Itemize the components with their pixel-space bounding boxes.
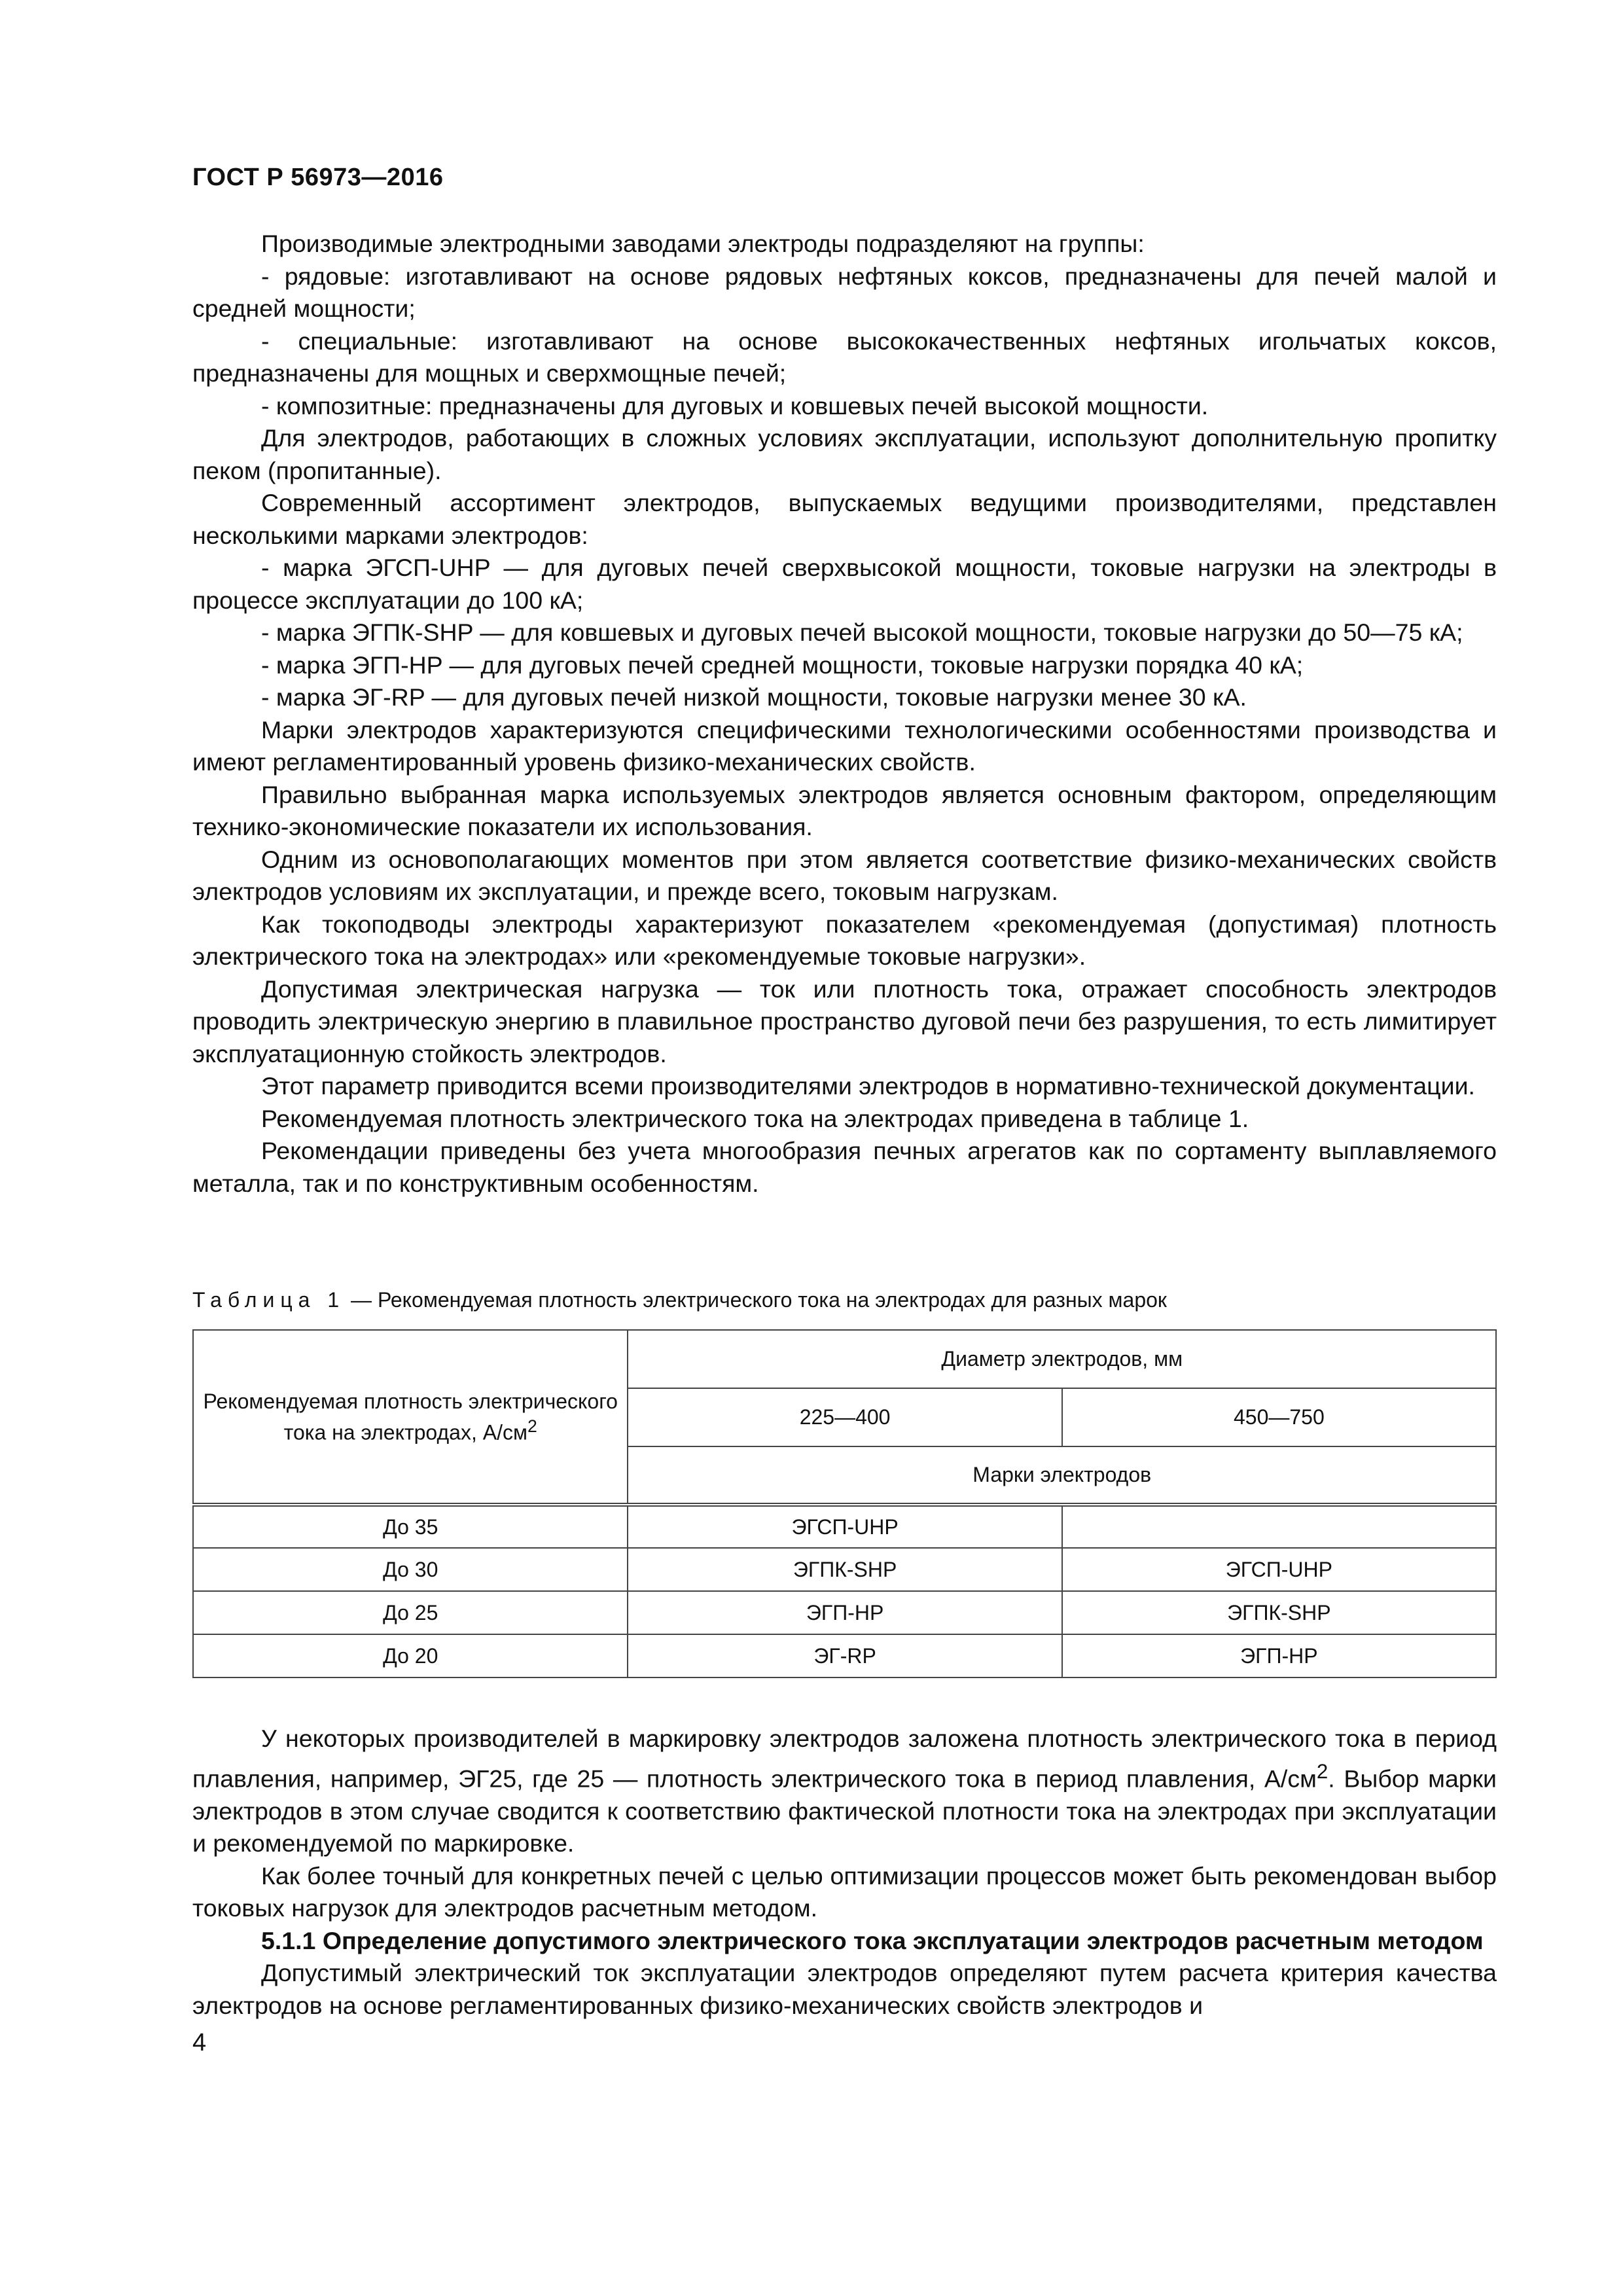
paragraph: Как более точный для конкретных печей с целью оптимизации процессов может быть рекомендован выбор токовых нагрузок для электродов расчетным методом. xyxy=(192,1861,1497,1922)
paragraph: Рекомендуемая плотность электрического тока на электродах приведена в таблице 1. xyxy=(261,1104,1249,1132)
subsection-heading: 5.1.1 Определение допустимого электрического тока эксплуатации электродов расчетным методом xyxy=(261,1926,1484,1954)
paragraph: Производимые электродными заводами электроды подразделяют на группы: xyxy=(261,230,1145,257)
grade-cell-large: ЭГП-HP xyxy=(1062,1634,1496,1677)
grade-cell-small: ЭГСП-UHP xyxy=(628,1505,1061,1548)
paragraph: Допустимый электрический ток эксплуатации электродов определяют путем расчета критерия качества электродов на основе регламентированных физико-механических свойств электродов и xyxy=(192,1959,1497,2019)
paragraph: Марки электродов характеризуются специфическими технологическими особенностями производства и имеют регламентированный уровень физико-механических свойств. xyxy=(192,715,1497,776)
body-text-after-table xyxy=(192,1723,1497,2022)
table-row xyxy=(193,1505,1496,1548)
table-row xyxy=(193,1591,1496,1634)
paragraph: Современный ассортимент электродов, выпускаемых ведущими производителями, представлен несколькими марками электродов: xyxy=(192,489,1497,549)
paragraph: - марка ЭГ-RP — для дуговых печей низкой мощности, токовые нагрузки менее 30 кА. xyxy=(261,683,1247,711)
table-row xyxy=(193,1634,1496,1677)
grade-cell-large: ЭГПК-SHP xyxy=(1062,1591,1496,1634)
grade-cell-large: ЭГСП-UHP xyxy=(1062,1548,1496,1591)
diameter-range-large: 450—750 xyxy=(1062,1388,1496,1446)
grade-cell-small: ЭГ-RP xyxy=(628,1634,1061,1677)
paragraph: Этот параметр приводится всеми производителями электродов в нормативно-технической документации. xyxy=(261,1072,1475,1100)
document-header: ГОСТ Р 56973—2016 xyxy=(192,164,444,191)
paragraph: - специальные: изготавливают на основе высококачественных нефтяных игольчатых коксов, предназначены для мощных и сверхмощные печей; xyxy=(192,327,1497,387)
table-row xyxy=(193,1548,1496,1591)
paragraph: - композитные: предназначены для дуговых и ковшевых печей высокой мощности. xyxy=(261,391,1209,420)
paragraph: - марка ЭГП-HP — для дуговых печей средней мощности, токовые нагрузки порядка 40 кА; xyxy=(261,651,1304,679)
diameter-header: Диаметр электродов, мм xyxy=(628,1330,1496,1388)
paragraph: Как токоподводы электроды характеризуют показателем «рекомендуемая (допустимая) плотность электрического тока на электродах» или «рекомендуемые токовые нагрузки». xyxy=(192,910,1497,970)
density-column-header: Рекомендуемая плотность электрического тока на электродах, $А/см^2$ xyxy=(193,1330,628,1505)
table-caption-text: — Рекомендуемая плотность электрического тока на электродах для разных марок xyxy=(345,1288,1167,1312)
body-text-before-table xyxy=(192,228,1497,1200)
grade-cell-small: ЭГП-HP xyxy=(628,1591,1061,1634)
grades-header: Марки электродов xyxy=(628,1446,1496,1505)
grade-cell-small: ЭГПК-SHP xyxy=(628,1548,1061,1591)
paragraph: - рядовые: изготавливают на основе рядовых нефтяных коксов, предназначены для печей малой и средней мощности; xyxy=(192,262,1497,322)
density-table xyxy=(192,1329,1497,1678)
table-caption-label: Таблица 1 xyxy=(192,1288,346,1312)
grade-cell-large xyxy=(1062,1505,1496,1548)
paragraph: Рекомендации приведены без учета многообразия печных агрегатов как по сортаменту выплавляемого металла, так и по конструктивным особенностям. xyxy=(192,1137,1497,1197)
density-cell: До 25 xyxy=(193,1591,628,1634)
page-number: 4 xyxy=(192,2029,207,2056)
paragraph: У некоторых производителей в маркировку электродов заложена плотность электрического тока в период плавления, например, ЭГ25, где 25 — плотность электрического тока в период плавления, $А/см^2$. Выбор марки электродов в этом случае сводится к соответствию фактической плотности тока на электродах при эксплуатации и рекомендуемой по маркировке. xyxy=(192,1725,1497,1857)
paragraph: - марка ЭГПК-SHP — для ковшевых и дуговых печей высокой мощности, токовые нагрузки до 50—75 кА; xyxy=(261,619,1463,646)
paragraph: Одним из основополагающих моментов при этом является соответствие физико-механических свойств электродов условиям их эксплуатации, и прежде всего, токовым нагрузкам. xyxy=(192,845,1497,905)
paragraph: Допустимая электрическая нагрузка — ток или плотность тока, отражает способность электродов проводить электрическую энергию в плавильное пространство дуговой печи без разрушения, то есть лимитирует эксплуатационную стойкость электродов. xyxy=(192,975,1497,1067)
paragraph: - марка ЭГСП-UHP — для дуговых печей сверхвысокой мощности, токовые нагрузки на электроды в процессе эксплуатации до 100 кА; xyxy=(192,554,1497,614)
table-caption xyxy=(192,1287,1497,1313)
paragraph: Для электродов, работающих в сложных условиях эксплуатации, используют дополнительную пропитку пеком (пропитанные). xyxy=(192,424,1497,484)
paragraph: Правильно выбранная марка используемых электродов является основным фактором, определяющим технико-экономические показатели их использования. xyxy=(192,780,1497,840)
density-cell: До 35 xyxy=(193,1505,628,1548)
diameter-range-small: 225—400 xyxy=(628,1388,1061,1446)
density-cell: До 30 xyxy=(193,1548,628,1591)
density-cell: До 20 xyxy=(193,1634,628,1677)
